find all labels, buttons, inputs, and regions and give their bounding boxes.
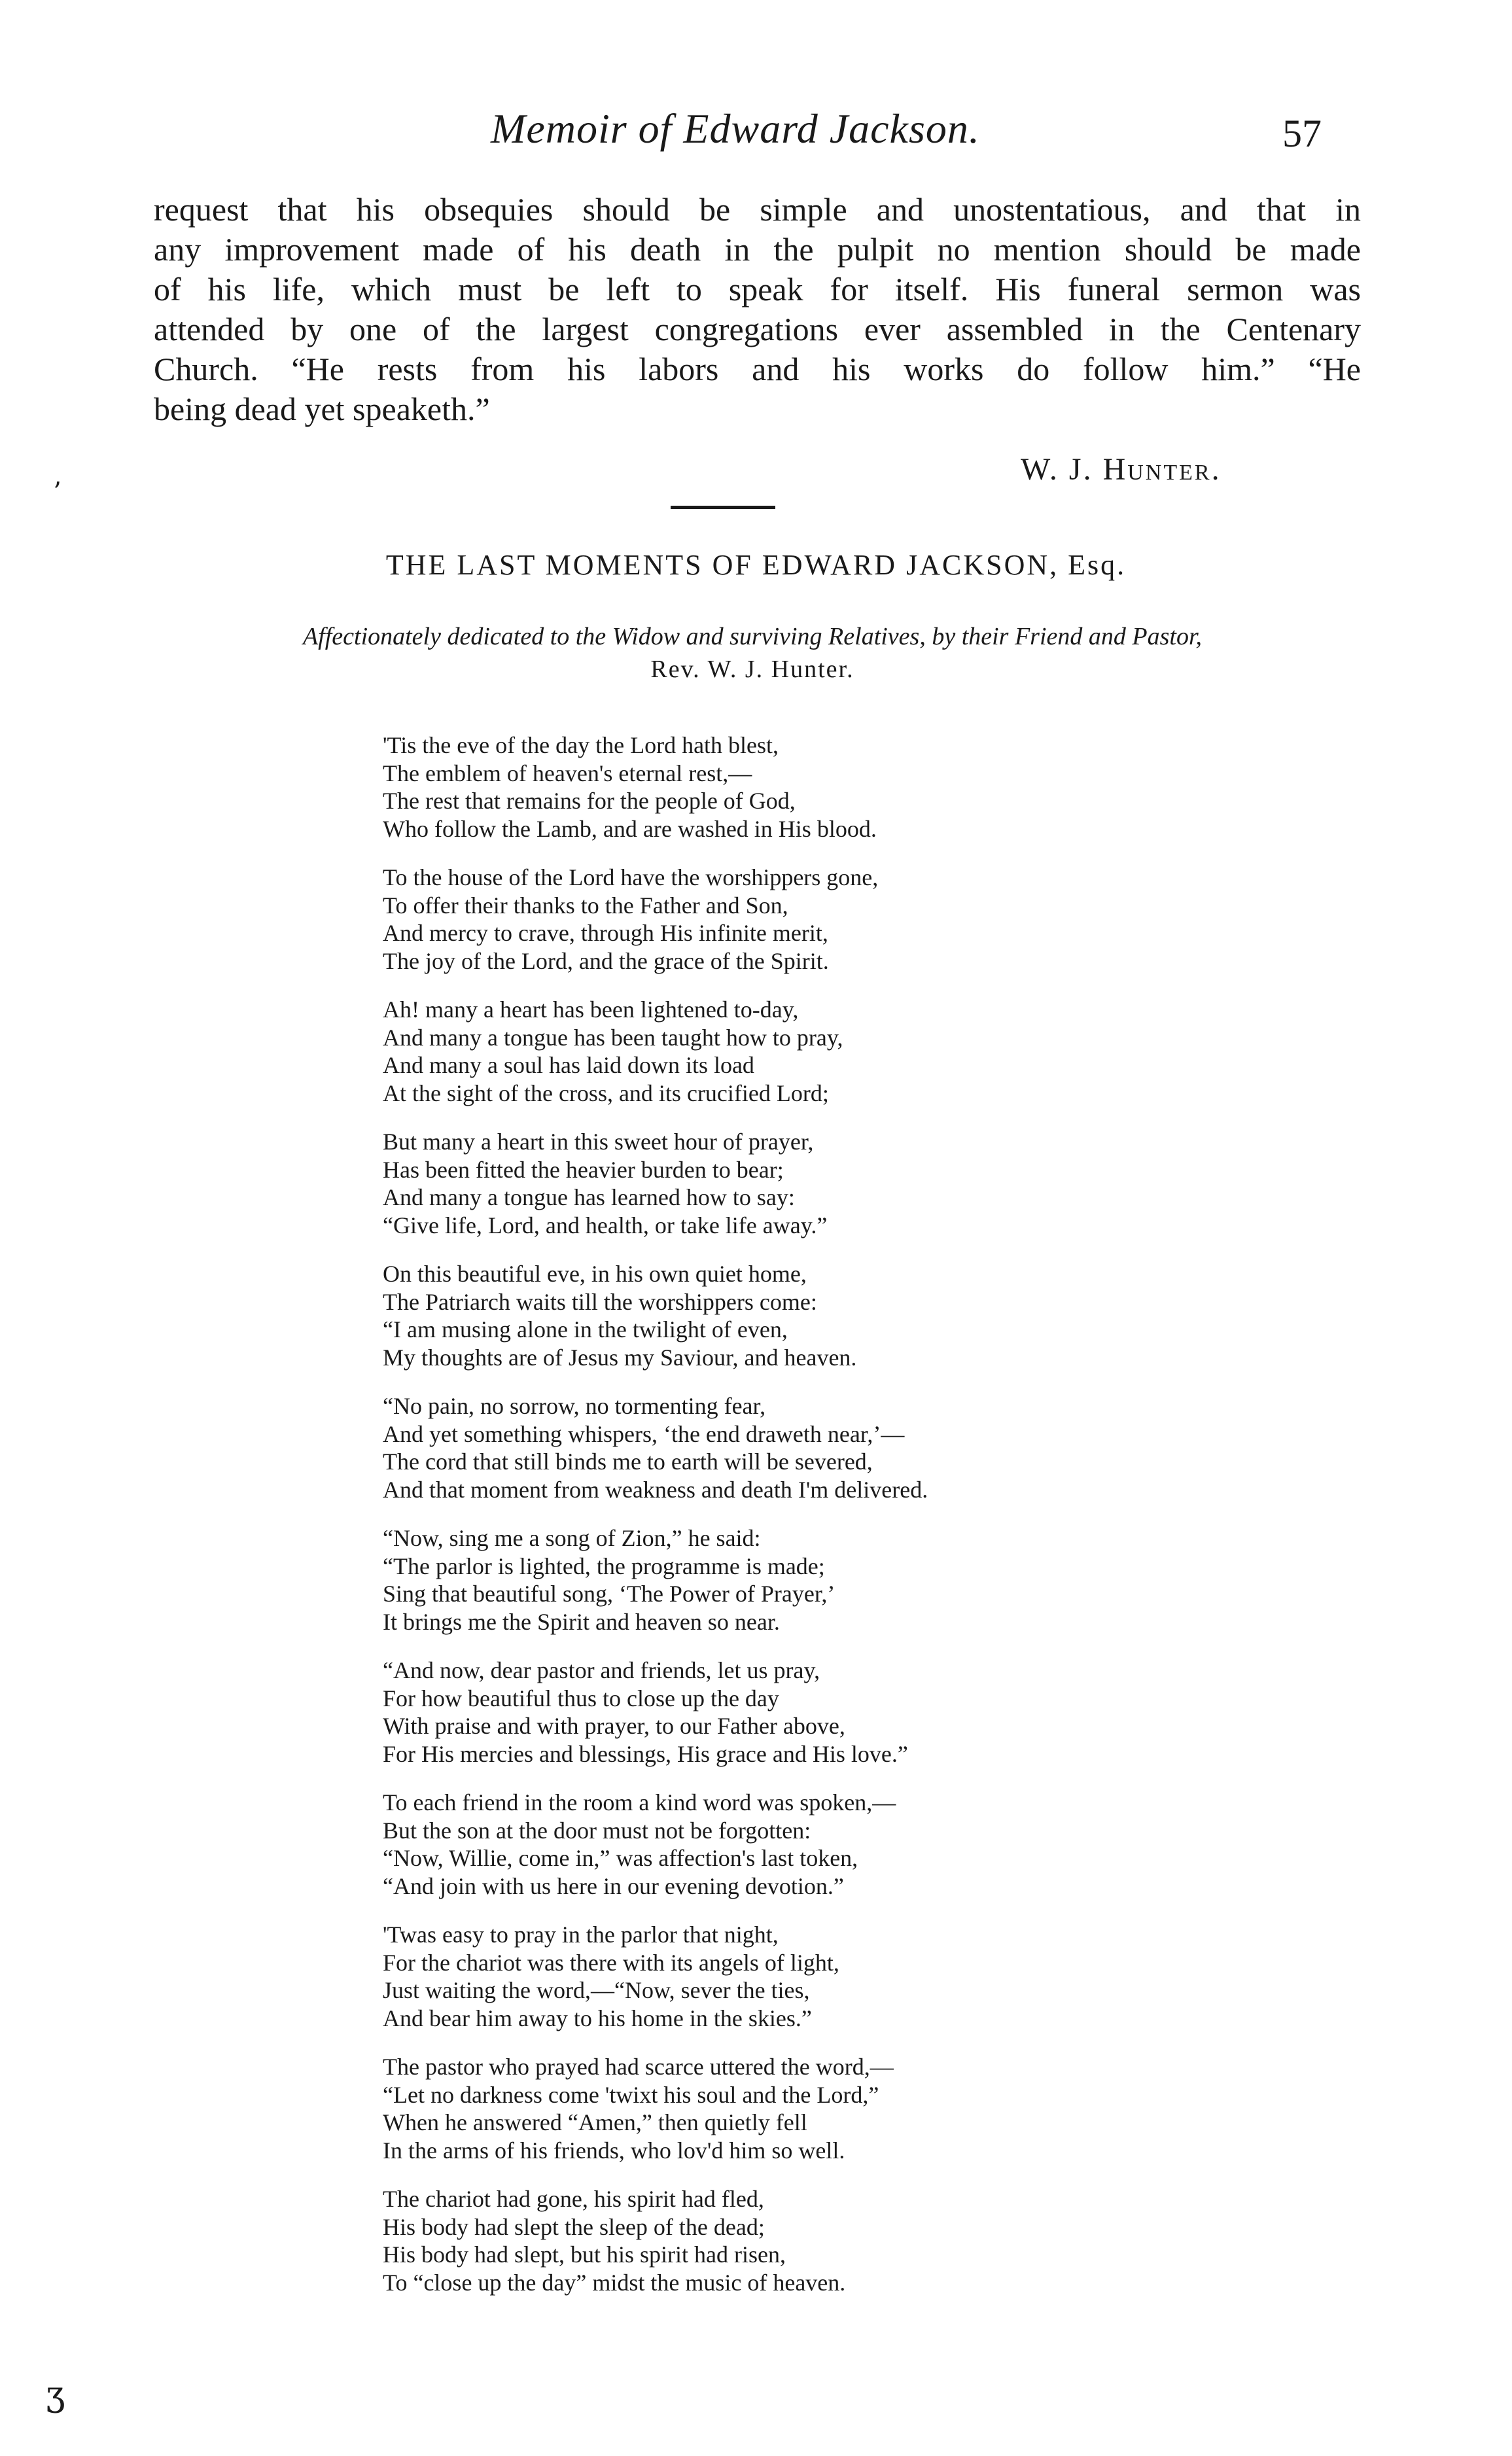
poem-line: It brings me the Spirit and heaven so near. — [383, 1608, 780, 1635]
poem-stanza — [383, 1657, 1142, 1768]
intro-line: attended by one of the largest congregations ever assembled in the Centenary — [154, 311, 1361, 347]
poem-line: At the sight of the cross, and its crucified Lord; — [383, 1079, 829, 1106]
poem-line: Who follow the Lamb, and are washed in His blood. — [383, 815, 877, 842]
poem-line: “Give life, Lord, and health, or take life away.” — [383, 1212, 828, 1238]
dedication-text: Affectionately dedicated to the Widow and surviving Relatives, by their Friend and Pastor, — [302, 623, 1203, 650]
poem-stanza — [383, 996, 1142, 1107]
poem-line: My thoughts are of Jesus my Saviour, and heaven. — [383, 1344, 857, 1371]
signature: W. J. Hunter. — [1021, 452, 1222, 487]
poem-stanza — [383, 1524, 1142, 1636]
poem-line: And many a tongue has learned how to say: — [383, 1184, 795, 1210]
poem-line: The chariot had gone, his spirit had fled, — [383, 2186, 764, 2212]
poem-line: The Patriarch waits till the worshippers come: — [383, 1288, 817, 1315]
poem-line: “And now, dear pastor and friends, let us pray, — [383, 1657, 820, 1683]
poem-line: For the chariot was there with its angels of light, — [383, 1949, 839, 1976]
poem-line: And yet something whispers, ‘the end draweth near,’— — [383, 1420, 905, 1447]
poem-line: And bear him away to his home in the skies.” — [383, 2005, 812, 2031]
intro-line: being dead yet speaketh.” — [154, 391, 490, 427]
poem-line: “No pain, no sorrow, no tormenting fear, — [383, 1393, 766, 1419]
intro-paragraph — [154, 190, 1361, 429]
poem-line: “The parlor is lighted, the programme is made; — [383, 1553, 825, 1579]
poem-stanza — [383, 1260, 1142, 1371]
poem-line: “I am musing alone in the twilight of even, — [383, 1316, 788, 1342]
poem-line: 'Twas easy to pray in the parlor that night, — [383, 1921, 779, 1948]
poem-line: Ah! many a heart has been lightened to-day, — [383, 996, 799, 1023]
poem-line: “Now, Willie, come in,” was affection's last token, — [383, 1845, 858, 1871]
poem-line: And many a soul has laid down its load — [383, 1052, 754, 1078]
poem-line: Has been fitted the heavier burden to bear; — [383, 1156, 784, 1183]
poem-line: His body had slept the sleep of the dead; — [383, 2213, 765, 2240]
poem-line: “Now, sing me a song of Zion,” he said: — [383, 1525, 761, 1551]
intro-line: request that his obsequies should be simple and unostentatious, and that in — [154, 191, 1361, 228]
poem-line: The joy of the Lord, and the grace of the Spirit. — [383, 947, 829, 974]
poem-stanza — [383, 1128, 1142, 1239]
poem-line: 'Tis the eve of the day the Lord hath blest, — [383, 732, 779, 758]
poem-line: Sing that beautiful song, ‘The Power of Prayer,’ — [383, 1581, 835, 1607]
poem-stanza — [383, 1789, 1142, 1900]
poem-line: Just waiting the word,—“Now, sever the ties, — [383, 1977, 810, 2003]
poem-line: His body had slept, but his spirit had risen, — [383, 2241, 786, 2268]
poem-line: And many a tongue has been taught how to pray, — [383, 1024, 843, 1051]
poem-stanza — [383, 2053, 1142, 2164]
poem-line: To offer their thanks to the Father and Son, — [383, 892, 788, 919]
poem-line: The emblem of heaven's eternal rest,— — [383, 760, 752, 786]
poem-stanza — [383, 864, 1142, 975]
poem-line: To each friend in the room a kind word was spoken,— — [383, 1789, 896, 1816]
poem-line: The rest that remains for the people of God, — [383, 788, 796, 814]
poem-line: For how beautiful thus to close up the day — [383, 1685, 779, 1711]
corner-ink-mark: ʒ — [46, 2375, 65, 2414]
poem — [383, 731, 1142, 2317]
poem-line: The pastor who prayed had scarce uttered the word,— — [383, 2054, 894, 2080]
poem-line: For His mercies and blessings, His grace and His love.” — [383, 1740, 908, 1767]
poem-line: To the house of the Lord have the worshippers gone, — [383, 864, 879, 890]
poem-stanza — [383, 731, 1142, 843]
poem-line: And mercy to crave, through His infinite merit, — [383, 920, 828, 946]
dedication-author: Rev. W. J. Hunter. — [650, 656, 854, 683]
poem-line: The cord that still binds me to earth will be severed, — [383, 1448, 873, 1475]
poem-line: With praise and with prayer, to our Father above, — [383, 1713, 845, 1739]
poem-stanza — [383, 1392, 1142, 1503]
running-title: Memoir of Edward Jackson. — [491, 105, 980, 152]
poem-stanza — [383, 1921, 1142, 2032]
poem-line: But the son at the door must not be forgotten: — [383, 1817, 811, 1844]
intro-line: Church. “He rests from his labors and his works do follow him.” “He — [154, 351, 1361, 387]
intro-line: any improvement made of his death in the pulpit no mention should be made — [154, 231, 1361, 268]
poem-line: But many a heart in this sweet hour of prayer, — [383, 1129, 814, 1155]
dedication — [196, 620, 1309, 686]
poem-line: To “close up the day” midst the music of heaven. — [383, 2269, 846, 2296]
poem-line: In the arms of his friends, who lov'd him so well. — [383, 2137, 845, 2164]
poem-line: “And join with us here in our evening devotion.” — [383, 1872, 844, 1899]
poem-line: “Let no darkness come 'twixt his soul and the Lord,” — [383, 2081, 879, 2108]
poem-line: And that moment from weakness and death I'm delivered. — [383, 1476, 928, 1503]
stray-ink-mark: ʼ — [52, 478, 61, 508]
section-title: THE LAST MOMENTS OF EDWARD JACKSON, Esq. — [385, 549, 1127, 581]
section-divider — [671, 506, 775, 509]
page-number: 57 — [1282, 112, 1322, 155]
poem-line: When he answered “Amen,” then quietly fell — [383, 2109, 807, 2135]
poem-line: On this beautiful eve, in his own quiet home, — [383, 1261, 807, 1287]
poem-stanza — [383, 2185, 1142, 2296]
page-header — [0, 98, 1512, 164]
intro-line: of his life, which must be left to speak for itself. His funeral sermon was — [154, 271, 1361, 307]
